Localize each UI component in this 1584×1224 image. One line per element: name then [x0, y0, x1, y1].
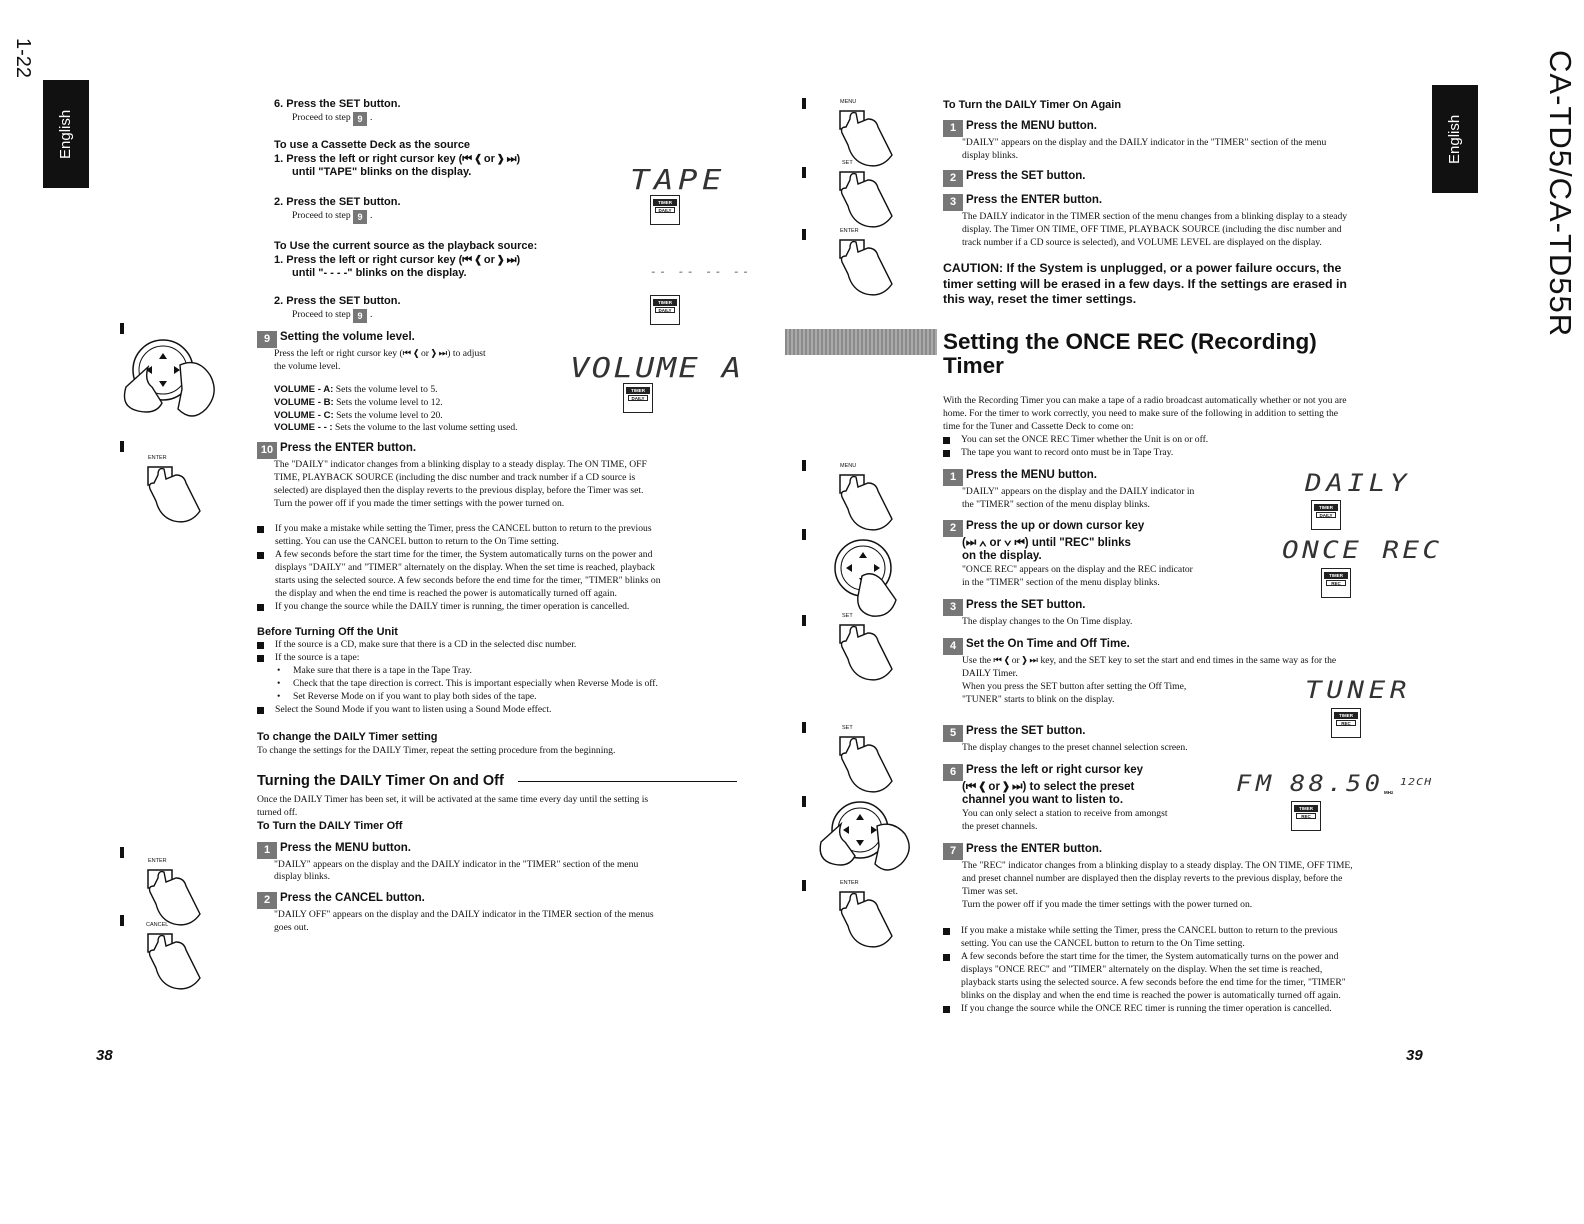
timer-daily-indicator: TIMER DAILY	[650, 195, 680, 225]
step-number-badge: 3	[943, 599, 963, 616]
volume-levels	[274, 384, 737, 436]
once-step-3-text: The display changes to the On Time display.	[962, 616, 1133, 628]
timer-rec-indicator: TIMER REC	[1331, 708, 1361, 738]
step-number-badge: 6	[943, 764, 963, 781]
volume-level-last: VOLUME - - : Sets the volume to the last volume setting used.	[274, 422, 518, 434]
turn-off-step-1: 1 Press the MENU button.	[257, 842, 737, 859]
note-item: If you make a mistake while setting the Timer, press the CANCEL button to return to the previous setting. You can use the CANCEL button to return to the On Time setting.	[257, 523, 737, 549]
timer-rec-indicator: TIMER REC	[1321, 568, 1351, 598]
once-step-4: 4 Set the On Time and Off Time.	[943, 638, 1428, 655]
note-item: A few seconds before the start time for the timer, the System automatically turns on the power and displays "DAILY" and "TIMER" alternately on the display. When the set time is reached, playback starts using the selected source. A few seconds before the end time for the timer, "TIMER" blinks on the display and when the end time is reached the power is automatically turned off again.	[257, 549, 737, 601]
margin-marker	[802, 460, 806, 471]
margin-marker	[802, 880, 806, 891]
before-off-item: If the source is a CD, make sure that there is a CD in the selected disc number.	[257, 639, 737, 652]
enter-button-icon: ENTER	[140, 455, 230, 525]
mhz-unit: MHz	[1384, 790, 1394, 795]
step-ref-badge: 9	[353, 210, 367, 224]
once-step-2c: on the display.	[962, 550, 1042, 563]
turn-on-heading: To Turn the DAILY Timer On Again	[943, 99, 1122, 111]
turn-on-step-3-text: The DAILY indicator in the TIMER section of the menu changes from a blinking display to a steady display. The Timer ON TIME, OFF TIME, PLAYBACK SOURCE (including the disc number and track number if a CD source is selected), and VOLUME LEVEL are displayed on the display.	[962, 210, 1348, 248]
step-number-badge: 9	[257, 331, 277, 348]
step-number-badge: 5	[943, 725, 963, 742]
step-number-badge: 10	[257, 442, 277, 459]
step-6-text: Proceed to step 9 .	[292, 111, 373, 124]
margin-marker	[802, 615, 806, 626]
once-step-2-text: "ONCE REC" appears on the display and the REC indicator in the "TIMER" section of the menu display blinks.	[962, 564, 1193, 589]
margin-marker	[120, 915, 124, 926]
once-step-2b: (⏭ ∧ or ∨ ⏮) until "REC" blinks	[962, 536, 1131, 549]
margin-marker	[120, 847, 124, 858]
once-step-5: 5 Press the SET button.	[943, 725, 1428, 742]
turn-off-step-2-text: "DAILY OFF" appears on the display and the DAILY indicator in the TIMER section of the menus goes out.	[274, 909, 654, 934]
turn-on-step-1: 1 Press the MENU button.	[943, 120, 1428, 137]
right-page-column	[943, 99, 1428, 308]
menu-button-icon: MENU	[832, 463, 922, 533]
before-off-subitem: • Make sure that there is a tape in the Tape Tray.	[257, 665, 737, 678]
right-notes	[943, 925, 1428, 1016]
page-reference: 1-22	[12, 38, 34, 79]
before-off-subitem: • Check that the tape direction is correct. This is important especially when Reverse Mode is off.	[257, 678, 737, 691]
margin-marker	[802, 796, 806, 807]
enter-step-title: 10 Press the ENTER button.	[257, 442, 737, 459]
section-title-bar	[785, 329, 937, 355]
enter-step-text: The "DAILY" indicator changes from a blinking display to a steady display. The ON TIME, OFF TIME, PLAYBACK SOURCE (including the disc number and track number if a CD source is selected) are displayed then the display reverts to the previous display, before the Timer was set. Turn the power off if you made the timer settings with the power turned on.	[274, 459, 647, 510]
once-step-6: 6 Press the left or right cursor key	[943, 764, 1428, 781]
cursor-dial-icon	[815, 790, 925, 880]
once-step-5-text: The display changes to the preset channel selection screen.	[962, 741, 1188, 753]
current-step-2-text: Proceed to step 9 .	[292, 308, 373, 321]
once-rec-title: Setting the ONCE REC (Recording) Timer	[943, 329, 1317, 378]
enter-button-icon: ENTER	[140, 858, 230, 928]
note-item: If you change the source while the ONCE REC timer is running the timer operation is cancelled.	[943, 1003, 1428, 1016]
set-button-icon: SET	[832, 613, 922, 683]
note-item: If you make a mistake while setting the Timer, press the CANCEL button to return to the previous setting. You can use the CANCEL button to return to the On Time setting.	[943, 925, 1428, 951]
once-step-6b: (⏮ ❮ or ❯ ⏭) to select the preset	[962, 780, 1135, 793]
cursor-dial-up-down-icon	[818, 528, 928, 623]
margin-marker	[802, 529, 806, 540]
cursor-dial-icon	[118, 325, 228, 435]
set-button-icon: SET	[832, 160, 922, 230]
step-number-badge: 2	[257, 892, 277, 909]
change-heading: To change the DAILY Timer setting	[257, 731, 438, 744]
turn-off-subheading: To Turn the DAILY Timer Off	[257, 819, 403, 832]
turn-off-step-2: 2 Press the CANCEL button.	[257, 892, 737, 909]
lcd-dashes: -- -- -- --	[650, 267, 752, 278]
before-off-item: If the source is a tape:	[257, 652, 737, 665]
margin-marker	[802, 98, 806, 109]
step-number-badge: 1	[943, 469, 963, 486]
once-step-2: 2 Press the up or down cursor key	[943, 520, 1428, 537]
cassette-step-2: 2. Press the SET button.	[274, 196, 401, 208]
turning-heading: Turning the DAILY Timer On and Off	[257, 772, 737, 791]
margin-marker	[120, 441, 124, 452]
step-number-badge: 1	[257, 842, 277, 859]
timer-daily-indicator: TIMER DAILY	[623, 383, 653, 413]
once-step-1-text: "DAILY" appears on the display and the DAILY indicator in the "TIMER" section of the menu display blinks.	[962, 485, 1195, 510]
volume-text-1: Press the left or right cursor key (⏮ ❮ or ❯ ⏭) to adjust	[274, 347, 486, 359]
left-notes	[257, 523, 737, 614]
once-intro-item: The tape you want to record onto must be in Tape Tray.	[943, 447, 1428, 460]
change-text: To change the settings for the DAILY Timer, repeat the setting procedure from the beginning.	[257, 744, 616, 756]
current-step-1b: until "- - - -" blinks on the display.	[292, 267, 467, 280]
lcd-tuner: TUNER	[1305, 676, 1412, 704]
lcd-daily: DAILY	[1305, 469, 1412, 497]
note-item: If you change the source while the DAILY timer is running, the timer operation is cancelled.	[257, 601, 737, 614]
page-number-left: 38	[96, 1047, 113, 1064]
lcd-volume: VOLUME A	[570, 351, 744, 384]
volume-text-2: the volume level.	[274, 360, 341, 372]
step-number-badge: 4	[943, 638, 963, 655]
turn-off-step-1-text: "DAILY" appears on the display and the DAILY indicator in the "TIMER" section of the menu display blinks.	[274, 858, 639, 883]
volume-level-b: VOLUME - B: Sets the volume level to 12.	[274, 396, 443, 408]
before-off-heading: Before Turning Off the Unit	[257, 625, 398, 638]
step-6-title: 6. Press the SET button.	[274, 98, 401, 110]
current-source-heading: To Use the current source as the playback source:	[274, 239, 538, 252]
language-tab-right: English	[1432, 85, 1478, 193]
before-off-item: Select the Sound Mode if you want to listen using a Sound Mode effect.	[257, 704, 737, 717]
cassette-step-1b: until "TAPE" blinks on the display.	[292, 166, 472, 179]
cassette-step-2-text: Proceed to step 9 .	[292, 209, 373, 222]
note-item: A few seconds before the start time for the timer, the System automatically turns on the power and displays "ONCE REC" and "TIMER" alternately on the display. When the set time is reached, playback starts using the selected source. A few seconds before the end time for the timer, "TIMER" blinks on the display and when the end time is reached the power is automatically turned off again.	[943, 951, 1428, 1003]
step-number-badge: 3	[943, 194, 963, 211]
turning-text: Once the DAILY Timer has been set, it will be activated at the same time every day until the setting is turned off.	[257, 793, 649, 818]
timer-rec-indicator: TIMER REC	[1291, 801, 1321, 831]
current-step-2: 2. Press the SET button.	[274, 295, 401, 307]
model-name: CA-TD5/CA-TD55R	[1543, 50, 1578, 338]
turn-on-step-3: 3 Press the ENTER button.	[943, 194, 1428, 211]
set-button-icon: SET	[832, 725, 922, 795]
step-ref-badge: 9	[353, 112, 367, 126]
enter-button-icon: ENTER	[832, 228, 922, 298]
lcd-once-rec: ONCE REC	[1282, 536, 1443, 564]
lcd-fm: FM	[1236, 772, 1276, 797]
volume-step-title: 9 Setting the volume level.	[257, 331, 737, 348]
step-ref-badge: 9	[353, 309, 367, 323]
volume-level-c: VOLUME - C: Sets the volume level to 20.	[274, 409, 443, 421]
lcd-channel: 12CH	[1400, 777, 1433, 788]
once-step-1: 1 Press the MENU button.	[943, 469, 1428, 486]
margin-marker	[802, 167, 806, 178]
margin-marker	[802, 229, 806, 240]
once-step-4-text: Use the ⏮ ❮ or ❯ ⏭ key, and the SET key to set the start and end times in the same way as for the DAILY Timer. When you press the SET button after setting the Off Time, "TUNER" starts to blink on the display.	[962, 654, 1337, 705]
lcd-frequency: 88.50	[1290, 772, 1384, 797]
page-number-right: 39	[1406, 1047, 1423, 1064]
caution-text: CAUTION: If the System is unplugged, or a power failure occurs, the timer setting will be erased in a few days. If the settings are erased in this way, reset the timer settings.	[943, 261, 1347, 307]
before-off-subitem: • Set Reverse Mode on if you want to play both sides of the tape.	[257, 691, 737, 704]
margin-marker	[802, 722, 806, 733]
step-number-badge: 1	[943, 120, 963, 137]
once-intro-item: You can set the ONCE REC Timer whether the Unit is on or off.	[943, 434, 1428, 447]
once-step-6c: channel you want to listen to.	[962, 794, 1124, 807]
lcd-tape: TAPE	[630, 163, 726, 196]
turn-on-step-1-text: "DAILY" appears on the display and the DAILY indicator in the "TIMER" section of the menu display blinks.	[962, 136, 1327, 161]
menu-button-icon: MENU	[832, 99, 922, 169]
volume-level-a: VOLUME - A: Sets the volume level to 5.	[274, 383, 438, 395]
step-number-badge: 7	[943, 843, 963, 860]
once-step-3: 3 Press the SET button.	[943, 599, 1428, 616]
once-step-7-text: The "REC" indicator changes from a blinking display to a steady display. The ON TIME, OFF TIME, and preset channel number are displayed then the display reverts to the previous display, before the Timer was set. Turn the power off if you made the timer settings with the power turned on.	[962, 860, 1353, 910]
language-tab-left: English	[43, 80, 89, 188]
cassette-step-1: 1. Press the left or right cursor key (⏮ ❮ or ❯ ⏭)	[274, 152, 521, 165]
turn-on-step-2: 2 Press the SET button.	[943, 170, 1428, 187]
once-step-7: 7 Press the ENTER button.	[943, 843, 1428, 860]
once-step-6-text: You can only select a station to receive from amongst the preset channels.	[962, 808, 1168, 833]
cancel-button-icon: CANCEL	[140, 922, 230, 992]
cassette-heading: To use a Cassette Deck as the source	[274, 138, 471, 151]
step-number-badge: 2	[943, 520, 963, 537]
step-number-badge: 2	[943, 170, 963, 187]
timer-daily-indicator: TIMER DAILY	[650, 295, 680, 325]
enter-button-icon: ENTER	[832, 880, 922, 950]
once-intro: With the Recording Timer you can make a tape of a radio broadcast automatically whether or not you are home. For the timer to work correctly, you need to make sure of the following in addition to setting the time for the Tuner and Cassette Deck to come on:	[943, 395, 1347, 432]
timer-daily-indicator: TIMER DAILY	[1311, 500, 1341, 530]
current-step-1: 1. Press the left or right cursor key (⏮ ❮ or ❯ ⏭)	[274, 253, 521, 266]
